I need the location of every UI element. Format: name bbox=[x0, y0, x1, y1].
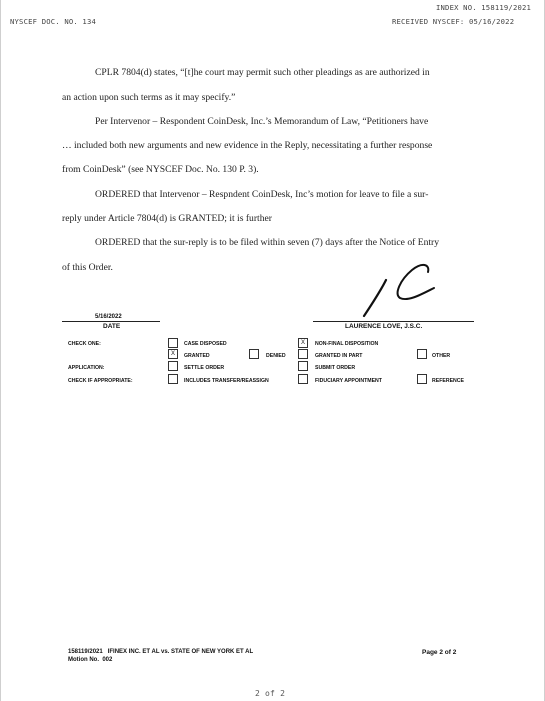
judge-name: LAURENCE LOVE, J.S.C. bbox=[345, 323, 423, 330]
settle-order-checkbox[interactable] bbox=[168, 361, 178, 371]
fiduciary-appointment-checkbox[interactable] bbox=[298, 374, 308, 384]
case-disposed-checkbox[interactable] bbox=[168, 338, 178, 348]
granted-label: GRANTED bbox=[184, 353, 210, 359]
date-underline bbox=[62, 321, 160, 322]
index-number: INDEX NO. 158119/2021 bbox=[436, 3, 532, 12]
case-disposed-label: CASE DISPOSED bbox=[184, 341, 227, 347]
granted-in-part-label: GRANTED IN PART bbox=[315, 353, 363, 359]
page-left-edge bbox=[0, 0, 1, 701]
settle-order-label: SETTLE ORDER bbox=[184, 365, 225, 371]
includes-transfer-label: INCLUDES TRANSFER/REASSIGN bbox=[184, 378, 269, 384]
denied-checkbox[interactable] bbox=[249, 349, 259, 359]
body-line-1: CPLR 7804(d) states, “[t]he court may permit such other pleadings as are authorized in bbox=[95, 67, 430, 78]
body-line-7: reply under Article 7804(d) is GRANTED; it is further bbox=[62, 213, 272, 224]
date-label: DATE bbox=[103, 323, 121, 330]
denied-label: DENIED bbox=[266, 353, 286, 359]
submit-order-checkbox[interactable] bbox=[298, 361, 308, 371]
body-line-2: an action upon such terms as it may specify.” bbox=[62, 92, 236, 103]
granted-in-part-checkbox[interactable] bbox=[298, 349, 308, 359]
body-line-4: … included both new arguments and new evidence in the Reply, necessitating a further response bbox=[62, 140, 433, 151]
reference-label: REFERENCE bbox=[432, 378, 464, 384]
judge-signature bbox=[350, 258, 445, 320]
check-one-label: CHECK ONE: bbox=[68, 341, 101, 347]
other-checkbox[interactable] bbox=[417, 349, 427, 359]
reference-checkbox[interactable] bbox=[417, 374, 427, 384]
footer-case-caption: 158119/2021 IFINEX INC. ET AL vs. STATE OF NEW YORK ET AL bbox=[68, 649, 254, 655]
footer-page-number: Page 2 of 2 bbox=[422, 649, 457, 656]
nyscef-doc-number: NYSCEF DOC. NO. 134 bbox=[10, 17, 97, 26]
non-final-disposition-label: NON-FINAL DISPOSITION bbox=[315, 341, 379, 347]
received-date: RECEIVED NYSCEF: 05/16/2022 bbox=[392, 17, 515, 26]
order-date: 5/16/2022 bbox=[95, 314, 122, 320]
includes-transfer-checkbox[interactable] bbox=[168, 374, 178, 384]
fiduciary-appointment-label: FIDUCIARY APPOINTMENT bbox=[315, 378, 382, 384]
body-line-8: ORDERED that the sur-reply is to be filed within seven (7) days after the Notice of Entry bbox=[95, 237, 440, 248]
body-line-9: of this Order. bbox=[62, 262, 113, 273]
check-if-appropriate-label: CHECK IF APPROPRIATE: bbox=[68, 378, 133, 384]
granted-checkbox[interactable]: X bbox=[168, 349, 178, 359]
body-line-6: ORDERED that Intervenor – Respndent CoinDesk, Inc’s motion for leave to file a sur- bbox=[95, 189, 429, 200]
non-final-disposition-checkbox[interactable]: X bbox=[298, 338, 308, 348]
body-line-5: from CoinDesk” (see NYSCEF Doc. No. 130 P. 3). bbox=[62, 164, 259, 175]
other-label: OTHER bbox=[432, 353, 451, 359]
page-indicator: 2 of 2 bbox=[255, 689, 286, 698]
signature-line bbox=[313, 321, 474, 322]
application-label: APPLICATION: bbox=[68, 365, 105, 371]
submit-order-label: SUBMIT ORDER bbox=[315, 365, 356, 371]
footer-motion-number: Motion No. 002 bbox=[68, 657, 113, 663]
body-line-3: Per Intervenor – Respondent CoinDesk, Inc.’s Memorandum of Law, “Petitioners have bbox=[95, 116, 429, 127]
